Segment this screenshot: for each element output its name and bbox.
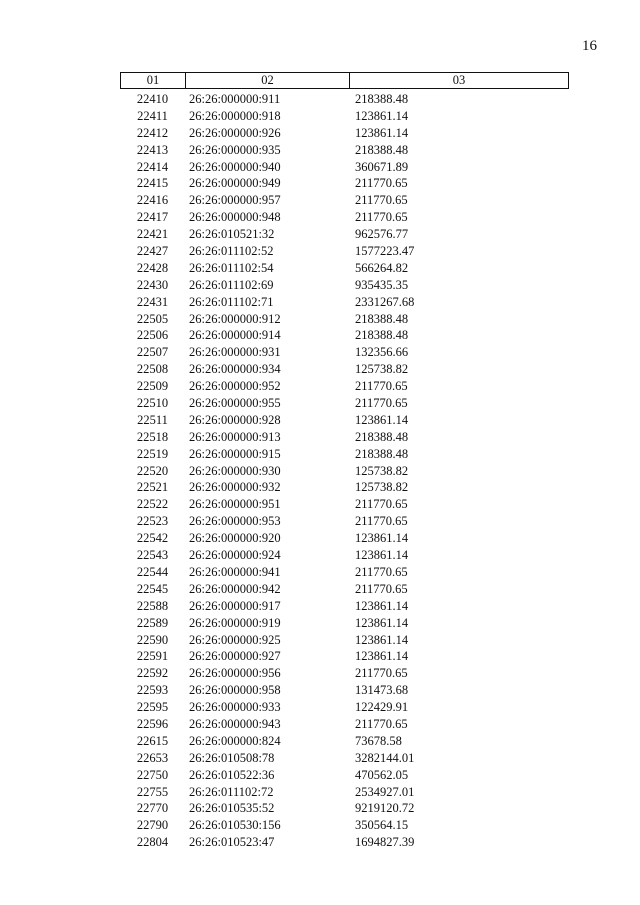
cell-col-03: 566264.82 xyxy=(355,260,409,275)
table-row xyxy=(120,327,569,344)
table-row xyxy=(120,767,569,784)
table-row xyxy=(120,716,569,733)
cell-col-02: 26:26:000000:928 xyxy=(189,412,281,427)
cell-col-03: 132356.66 xyxy=(355,345,409,360)
table-row xyxy=(120,125,569,142)
cell-col-03: 211770.65 xyxy=(355,716,408,731)
table-row xyxy=(120,733,569,750)
table-row xyxy=(120,479,569,496)
cell-col-02: 26:26:010522:36 xyxy=(189,767,275,782)
cell-col-01: 22431 xyxy=(136,294,169,309)
cell-col-02: 26:26:000000:952 xyxy=(189,379,281,394)
cell-col-02: 26:26:000000:918 xyxy=(189,108,281,123)
cell-col-03: 350564.15 xyxy=(355,818,409,833)
cell-col-01: 22506 xyxy=(136,328,169,343)
cell-col-03: 211770.65 xyxy=(355,666,408,681)
table-row xyxy=(120,91,569,108)
table-row xyxy=(120,446,569,463)
table-row xyxy=(120,496,569,513)
cell-col-03: 131473.68 xyxy=(355,683,409,698)
cell-col-02: 26:26:000000:930 xyxy=(189,463,281,478)
cell-col-02: 26:26:000000:942 xyxy=(189,581,281,596)
table-row xyxy=(120,361,569,378)
table-row xyxy=(120,817,569,834)
cell-col-02: 26:26:000000:932 xyxy=(189,480,281,495)
cell-col-01: 22750 xyxy=(136,767,169,782)
table-row xyxy=(120,581,569,598)
table-row xyxy=(120,513,569,530)
cell-col-02: 26:26:000000:955 xyxy=(189,396,281,411)
cell-col-03: 211770.65 xyxy=(355,497,408,512)
table-row xyxy=(120,682,569,699)
cell-col-03: 935435.35 xyxy=(355,277,409,292)
cell-col-02: 26:26:000000:958 xyxy=(189,683,281,698)
cell-col-01: 22416 xyxy=(136,193,169,208)
table-row xyxy=(120,834,569,851)
table-row xyxy=(120,615,569,632)
cell-col-01: 22790 xyxy=(136,818,169,833)
cell-col-03: 218388.48 xyxy=(355,92,409,106)
cell-col-03: 125738.82 xyxy=(355,463,409,478)
cell-col-02: 26:26:000000:824 xyxy=(189,733,281,748)
header-col-03: 03 xyxy=(452,73,466,87)
table-row xyxy=(120,750,569,767)
table-row xyxy=(120,429,569,446)
cell-col-02: 26:26:000000:926 xyxy=(189,125,281,140)
table-row xyxy=(120,243,569,260)
cell-col-03: 125738.82 xyxy=(355,362,409,377)
cell-col-01: 22592 xyxy=(136,666,169,681)
cell-col-01: 22589 xyxy=(136,615,169,630)
cell-col-03: 211770.65 xyxy=(355,379,408,394)
cell-col-03: 9219120.72 xyxy=(355,801,415,816)
cell-col-03: 3282144.01 xyxy=(355,750,415,765)
cell-col-01: 22544 xyxy=(136,564,169,579)
cell-col-01: 22615 xyxy=(136,733,169,748)
cell-col-03: 218388.48 xyxy=(355,429,409,444)
cell-col-01: 22520 xyxy=(136,463,169,478)
table-row xyxy=(120,699,569,716)
table-header xyxy=(120,72,569,89)
table-row xyxy=(120,192,569,209)
cell-col-01: 22588 xyxy=(136,598,169,613)
cell-col-02: 26:26:000000:934 xyxy=(189,362,281,377)
cell-col-01: 22596 xyxy=(136,716,169,731)
cell-col-02: 26:26:000000:911 xyxy=(189,92,281,106)
cell-col-01: 22411 xyxy=(137,108,168,123)
cell-col-03: 211770.65 xyxy=(355,564,408,579)
table-body xyxy=(120,91,569,851)
cell-col-02: 26:26:000000:917 xyxy=(189,598,281,613)
cell-col-02: 26:26:011102:71 xyxy=(189,294,274,309)
cell-col-03: 211770.65 xyxy=(355,210,408,225)
table-row xyxy=(120,175,569,192)
cell-col-02: 26:26:000000:919 xyxy=(189,615,281,630)
cell-col-01: 22510 xyxy=(136,396,169,411)
cell-col-01: 22412 xyxy=(136,125,169,140)
cell-col-01: 22804 xyxy=(136,835,169,850)
header-col-02: 02 xyxy=(186,73,350,88)
cell-col-03: 123861.14 xyxy=(355,548,409,563)
cell-col-03: 123861.14 xyxy=(355,615,409,630)
cell-col-02: 26:26:000000:933 xyxy=(189,700,281,715)
table-row xyxy=(120,800,569,817)
table-row xyxy=(120,598,569,615)
cell-col-02: 26:26:000000:951 xyxy=(189,497,281,512)
cell-col-02: 26:26:000000:941 xyxy=(189,564,281,579)
cell-col-01: 22505 xyxy=(136,311,169,326)
cell-col-01: 22519 xyxy=(136,446,169,461)
cell-col-02: 26:26:010523:47 xyxy=(189,835,275,850)
cell-col-02: 26:26:000000:943 xyxy=(189,716,281,731)
cell-col-01: 22770 xyxy=(136,801,169,816)
cell-col-02: 26:26:000000:948 xyxy=(189,210,281,225)
table-row xyxy=(120,108,569,125)
cell-col-03: 218388.48 xyxy=(355,328,409,343)
cell-col-03: 73678.58 xyxy=(355,733,402,748)
cell-col-03: 123861.14 xyxy=(355,108,409,123)
cell-col-01: 22521 xyxy=(136,480,169,495)
cell-col-01: 22542 xyxy=(136,531,169,546)
cell-col-02: 26:26:000000:931 xyxy=(189,345,281,360)
cell-col-02: 26:26:000000:924 xyxy=(189,548,281,563)
cell-col-02: 26:26:000000:935 xyxy=(189,142,281,157)
cell-col-02: 26:26:000000:915 xyxy=(189,446,281,461)
table-row xyxy=(120,665,569,682)
table-row xyxy=(120,294,569,311)
cell-col-01: 22593 xyxy=(136,683,169,698)
cell-col-03: 123861.14 xyxy=(355,598,409,613)
cell-col-02: 26:26:010535:52 xyxy=(189,801,275,816)
cell-col-03: 122429.91 xyxy=(355,700,409,715)
cell-col-02: 26:26:000000:927 xyxy=(189,649,281,664)
cell-col-02: 26:26:011102:52 xyxy=(189,244,274,259)
cell-col-01: 22427 xyxy=(136,244,169,259)
cell-col-03: 962576.77 xyxy=(355,227,409,242)
cell-col-03: 1577223.47 xyxy=(355,244,415,259)
table-row xyxy=(120,648,569,665)
page-number: 16 xyxy=(582,38,597,54)
cell-col-01: 22543 xyxy=(136,548,169,563)
cell-col-01: 22590 xyxy=(136,632,169,647)
cell-col-03: 123861.14 xyxy=(355,632,409,647)
table-row xyxy=(120,311,569,328)
table-row xyxy=(120,784,569,801)
cell-col-01: 22653 xyxy=(136,750,169,765)
cell-col-02: 26:26:000000:957 xyxy=(189,193,281,208)
cell-col-02: 26:26:010508:78 xyxy=(189,750,275,765)
table-row xyxy=(120,159,569,176)
table-row xyxy=(120,463,569,480)
cell-col-02: 26:26:010530:156 xyxy=(189,818,281,833)
cell-col-01: 22518 xyxy=(136,429,169,444)
cell-col-03: 218388.48 xyxy=(355,142,409,157)
table-row xyxy=(120,412,569,429)
cell-col-01: 22755 xyxy=(136,784,169,799)
cell-col-03: 2331267.68 xyxy=(355,294,415,309)
cell-col-01: 22428 xyxy=(136,260,169,275)
cell-col-02: 26:26:000000:940 xyxy=(189,159,281,174)
cell-col-03: 123861.14 xyxy=(355,125,409,140)
cell-col-01: 22413 xyxy=(136,142,169,157)
cell-col-01: 22421 xyxy=(136,227,169,242)
cell-col-01: 22522 xyxy=(136,497,169,512)
cell-col-01: 22591 xyxy=(136,649,169,664)
cell-col-02: 26:26:000000:956 xyxy=(189,666,281,681)
cell-col-01: 22415 xyxy=(136,176,169,191)
cell-col-02: 26:26:000000:914 xyxy=(189,328,281,343)
cell-col-03: 211770.65 xyxy=(355,193,408,208)
cell-col-03: 123861.14 xyxy=(355,649,409,664)
table-row xyxy=(120,395,569,412)
cell-col-03: 360671.89 xyxy=(355,159,409,174)
table-row xyxy=(120,209,569,226)
table-row xyxy=(120,277,569,294)
cell-col-01: 22508 xyxy=(136,362,169,377)
header-col-01: 01 xyxy=(121,73,186,88)
table-row xyxy=(120,632,569,649)
cell-col-01: 22595 xyxy=(136,700,169,715)
cell-col-01: 22417 xyxy=(136,210,169,225)
cell-col-03: 2534927.01 xyxy=(355,784,415,799)
cell-col-03: 211770.65 xyxy=(355,581,408,596)
cell-col-01: 22523 xyxy=(136,514,169,529)
cell-col-03: 123861.14 xyxy=(355,412,409,427)
cell-col-02: 26:26:011102:72 xyxy=(189,784,274,799)
cell-col-03: 211770.65 xyxy=(355,176,408,191)
cell-col-02: 26:26:000000:913 xyxy=(189,429,281,444)
cell-col-01: 22410 xyxy=(136,92,169,106)
cell-col-01: 22430 xyxy=(136,277,169,292)
cell-col-02: 26:26:000000:925 xyxy=(189,632,281,647)
cell-col-03: 470562.05 xyxy=(355,767,409,782)
table-row xyxy=(120,226,569,243)
cell-col-01: 22545 xyxy=(136,581,169,596)
data-table xyxy=(120,72,569,851)
cell-col-01: 22414 xyxy=(136,159,169,174)
cell-col-01: 22509 xyxy=(136,379,169,394)
cell-col-02: 26:26:011102:54 xyxy=(189,260,274,275)
table-row xyxy=(120,547,569,564)
cell-col-02: 26:26:000000:912 xyxy=(189,311,281,326)
table-row xyxy=(120,530,569,547)
cell-col-03: 125738.82 xyxy=(355,480,409,495)
cell-col-03: 1694827.39 xyxy=(355,835,415,850)
table-row xyxy=(120,564,569,581)
cell-col-01: 22511 xyxy=(137,412,168,427)
cell-col-03: 218388.48 xyxy=(355,311,409,326)
cell-col-03: 211770.65 xyxy=(355,514,408,529)
table-row xyxy=(120,344,569,361)
cell-col-03: 123861.14 xyxy=(355,531,409,546)
cell-col-01: 22507 xyxy=(136,345,169,360)
cell-col-03: 211770.65 xyxy=(355,396,408,411)
cell-col-02: 26:26:000000:949 xyxy=(189,176,281,191)
table-row xyxy=(120,260,569,277)
table-row xyxy=(120,378,569,395)
cell-col-03: 218388.48 xyxy=(355,446,409,461)
cell-col-02: 26:26:010521:32 xyxy=(189,227,275,242)
cell-col-02: 26:26:011102:69 xyxy=(189,277,274,292)
table-row xyxy=(120,142,569,159)
cell-col-02: 26:26:000000:920 xyxy=(189,531,281,546)
cell-col-02: 26:26:000000:953 xyxy=(189,514,281,529)
